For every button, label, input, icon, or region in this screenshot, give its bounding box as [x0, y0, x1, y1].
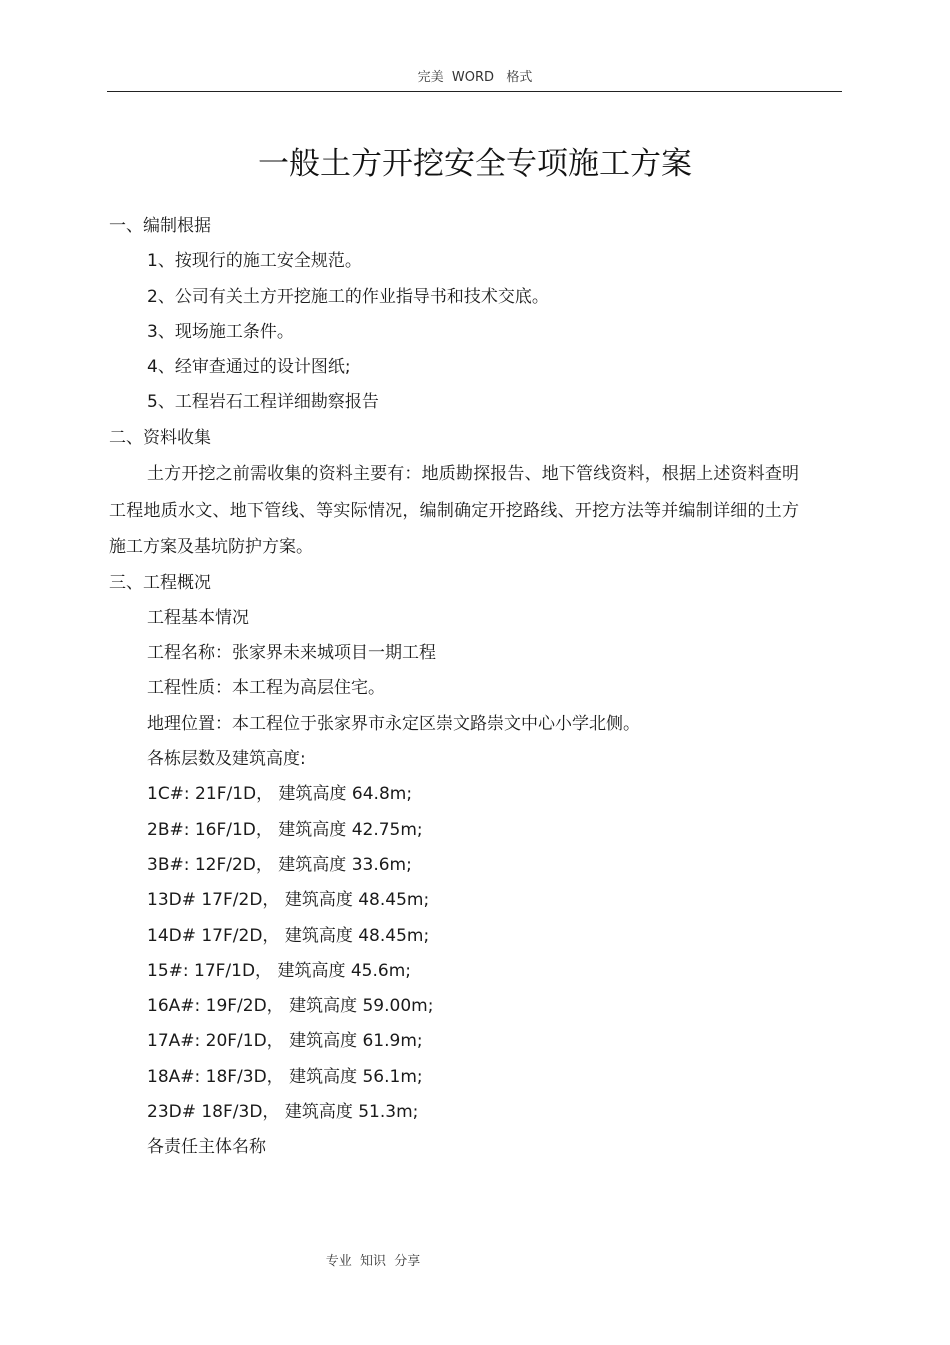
project-location: 地理位置：本工程位于张家界市永定区崇文路崇文中心小学北侧。	[147, 713, 640, 734]
building-row: 2B#: 16F/1D， 建筑高度 42.75m;	[147, 819, 423, 840]
project-name: 工程名称：张家界未来城项目一期工程	[147, 643, 436, 664]
page-header: 完美 WORD 格式	[417, 70, 533, 85]
project-nature: 工程性质：本工程为高层住宅。	[147, 678, 385, 699]
building-row: 23D# 18F/3D， 建筑高度 51.3m;	[147, 1102, 419, 1123]
building-row: 13D# 17F/2D， 建筑高度 48.45m;	[147, 890, 430, 911]
basis-item: 1、按现行的施工安全规范。	[147, 251, 362, 272]
basis-item: 5、工程岩石工程详细勘察报告	[147, 392, 379, 413]
data-collection-paragraph: 土方开挖之前需收集的资料主要有：地质勘探报告、地下管线资料，根据上述资料查明工程地质水文、地下管线、等实际情况，编制确定开挖路线、开挖方法等并编制详细的土方施工方案及基坑防护方案。	[109, 464, 799, 558]
section-heading-basis: 一、编制根据	[109, 216, 211, 236]
building-row: 1C#: 21F/1D， 建筑高度 64.8m;	[147, 784, 413, 805]
building-row: 16A#: 19F/2D， 建筑高度 59.00m;	[147, 996, 434, 1017]
section-heading-data-collection: 二、资料收集	[109, 427, 211, 448]
header-divider	[107, 91, 842, 92]
document-title: 一般土方开挖安全专项施工方案	[258, 146, 692, 182]
basis-item: 2、公司有关土方开挖施工的作业指导书和技术交底。	[147, 286, 549, 307]
buildings-title: 各栋层数及建筑高度:	[147, 749, 306, 770]
basis-item: 4、经审查通过的设计图纸;	[147, 357, 351, 378]
responsible-parties-title: 各责任主体名称	[147, 1137, 266, 1158]
building-row: 17A#: 20F/1D， 建筑高度 61.9m;	[147, 1031, 423, 1052]
section-heading-overview: 三、工程概况	[109, 572, 211, 593]
building-row: 18A#: 18F/3D， 建筑高度 56.1m;	[147, 1066, 423, 1087]
building-row: 15#: 17F/1D， 建筑高度 45.6m;	[147, 960, 411, 981]
basis-item: 3、现场施工条件。	[147, 321, 294, 342]
building-row: 3B#: 12F/2D， 建筑高度 33.6m;	[147, 854, 412, 875]
building-row: 14D# 17F/2D， 建筑高度 48.45m;	[147, 925, 430, 946]
page-footer: 专业 知识 分享	[325, 1254, 421, 1269]
basic-info-title: 工程基本情况	[147, 607, 249, 628]
document-body	[109, 209, 799, 1166]
